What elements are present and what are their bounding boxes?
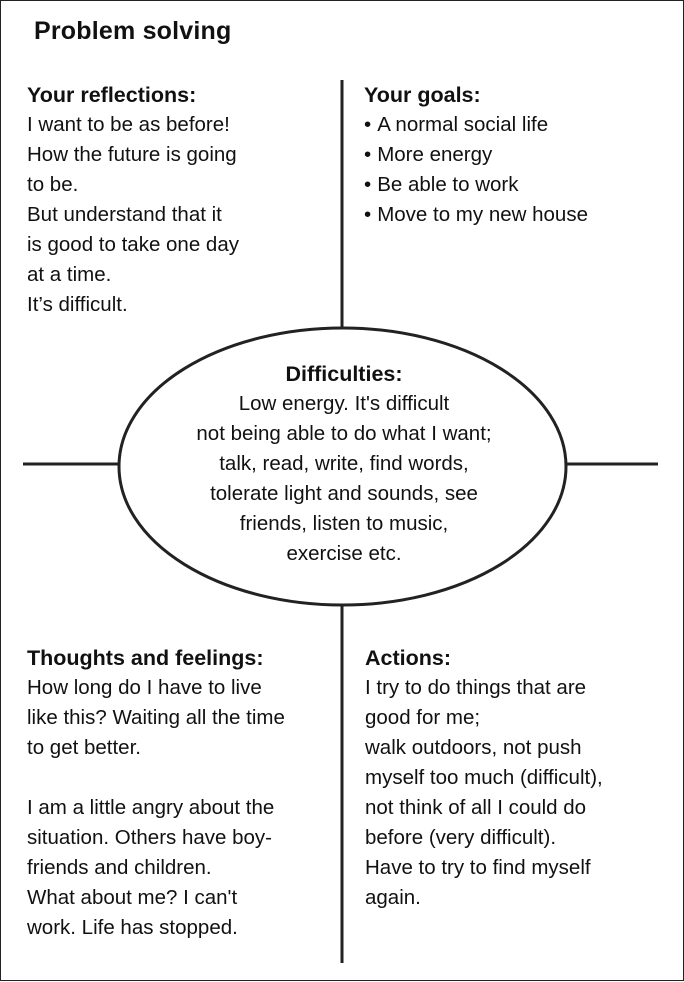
difficulties-line: Low energy. It's difficult bbox=[238, 392, 450, 415]
actions-line: before (very difficult). bbox=[365, 826, 557, 849]
reflections-line: to be. bbox=[27, 173, 79, 196]
thoughts-line: like this? Waiting all the time bbox=[27, 706, 285, 729]
thoughts-line: What about me? I can't bbox=[27, 886, 238, 909]
reflections-line: But understand that it bbox=[27, 203, 222, 226]
page-title: Problem solving bbox=[34, 17, 232, 45]
thoughts-spacer bbox=[27, 763, 285, 793]
reflections-line: at a time. bbox=[27, 263, 112, 286]
thoughts-line: work. Life has stopped. bbox=[27, 916, 238, 939]
actions-line: not think of all I could do bbox=[365, 796, 587, 819]
difficulties-line: friends, listen to music, bbox=[239, 512, 449, 535]
difficulties-line: talk, read, write, find words, bbox=[219, 452, 469, 475]
goals-list-item: • Move to my new house bbox=[364, 200, 588, 230]
actions-section bbox=[365, 643, 603, 913]
difficulties-line: not being able to do what I want; bbox=[196, 422, 492, 445]
actions-line: I try to do things that are bbox=[365, 676, 587, 699]
reflections-line: I want to be as before! bbox=[27, 113, 230, 136]
thoughts-line: situation. Others have boy- bbox=[27, 826, 272, 849]
actions-heading: Actions: bbox=[365, 646, 451, 670]
goals-list-item: • Be able to work bbox=[364, 170, 588, 200]
actions-line: walk outdoors, not push bbox=[365, 736, 582, 759]
thoughts-heading: Thoughts and feelings: bbox=[27, 646, 264, 670]
reflections-line: is good to take one day bbox=[27, 233, 239, 256]
goals-list-item: • A normal social life bbox=[364, 110, 588, 140]
thoughts-section bbox=[27, 643, 285, 943]
actions-line: myself too much (difficult), bbox=[365, 766, 603, 789]
thoughts-line: to get better. bbox=[27, 736, 141, 759]
difficulties-heading: Difficulties: bbox=[285, 362, 403, 386]
reflections-line: How the future is going bbox=[27, 143, 237, 166]
thoughts-line: How long do I have to live bbox=[27, 676, 262, 699]
actions-line: good for me; bbox=[365, 706, 481, 729]
thoughts-line: I am a little angry about the bbox=[27, 796, 275, 819]
difficulties-line: tolerate light and sounds, see bbox=[210, 482, 478, 505]
thoughts-line: friends and children. bbox=[27, 856, 212, 879]
actions-line: Have to try to find myself bbox=[365, 856, 591, 879]
difficulties-line: exercise etc. bbox=[286, 542, 402, 565]
goals-section bbox=[364, 80, 588, 230]
actions-line: again. bbox=[365, 886, 421, 909]
difficulties-section bbox=[119, 359, 569, 569]
reflections-section bbox=[27, 80, 239, 320]
reflections-line: It’s difficult. bbox=[27, 293, 128, 316]
goals-list-item: • More energy bbox=[364, 140, 588, 170]
reflections-heading: Your reflections: bbox=[27, 83, 197, 107]
goals-heading: Your goals: bbox=[364, 83, 481, 107]
